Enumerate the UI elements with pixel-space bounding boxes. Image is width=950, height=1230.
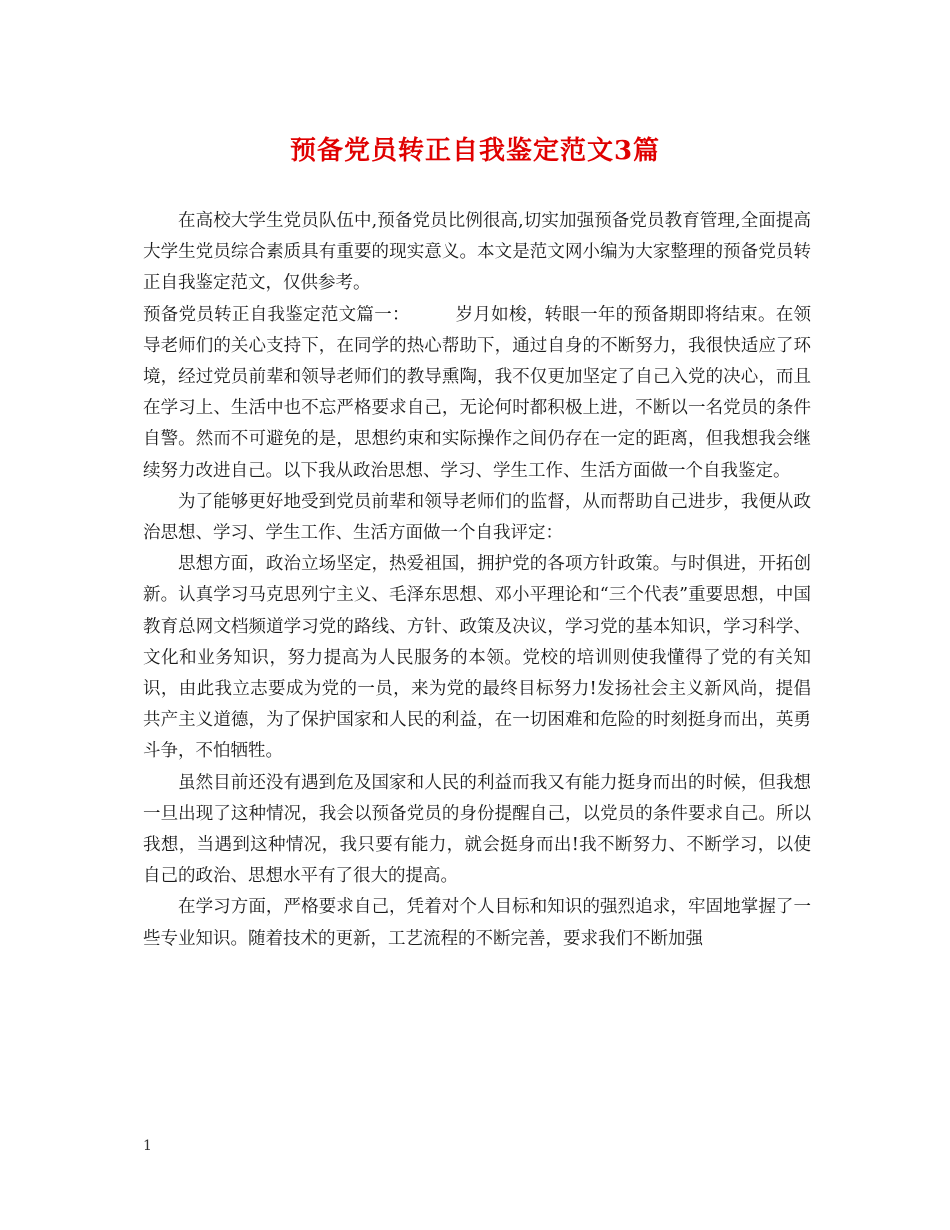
body-paragraph: 虽然目前还没有遇到危及国家和人民的利益而我又有能力挺身而出的时候，但我想一旦出现了这种情况，我会以预备党员的身份提醒自己，以党员的条件要求自己。所以我想，当遇到这种情况，我只要有能力，就会挺身而出!我不断努力、不断学习，以使自己的政治、思想水平有了很大的提高。 [143, 772, 811, 887]
section1-paragraph [143, 300, 811, 487]
document-body [143, 206, 811, 955]
page-number: 1 [143, 1138, 152, 1154]
body-paragraph: 在学习方面，严格要求自己，凭着对个人目标和知识的强烈追求，牢固地掌握了一些专业知识。随着技术的更新，工艺流程的不断完善，要求我们不断加强 [143, 897, 811, 949]
document-title: 预备党员转正自我鉴定范文3篇 [289, 136, 661, 166]
section1-heading: 预备党员转正自我鉴定范文篇一： [143, 304, 410, 325]
intro-paragraph: 在高校大学生党员队伍中,预备党员比例很高,切实加强预备党员教育管理,全面提高大学生党员综合素质具有重要的现实意义。本文是范文网小编为大家整理的预备党员转正自我鉴定范文，仅供参考。 [143, 211, 811, 294]
section1-text: 岁月如梭，转眼一年的预备期即将结束。在领导老师们的关心支持下，在同学的热心帮助下，通过自身的不断努力，我很快适应了环境，经过党员前辈和领导老师们的教导熏陶，我不仅更加坚定了自己入党的决心，而且在学习上、生活中也不忘严格要求自己，无论何时都积极上进，不断以一名党员的条件自警。然而不可避免的是，思想约束和实际操作之间仍存在一定的距离，但我想我会继续努力改进自己。以下我从政治思想、学习、学生工作、生活方面做一个自我鉴定。 [143, 304, 812, 481]
body-paragraph: 为了能够更好地受到党员前辈和领导老师们的监督，从而帮助自己进步，我便从政治思想、学习、学生工作、生活方面做一个自我评定： [143, 491, 811, 544]
body-paragraph: 思想方面，政治立场坚定，热爱祖国，拥护党的各项方针政策。与时俱进，开拓创新。认真学习马克思列宁主义、毛泽东思想、邓小平理论和“三个代表”重要思想，中国教育总网文档频道学习党的路线、方针、政策及决议，学习党的基本知识，学习科学、文化和业务知识，努力提高为人民服务的本领。党校的培训则使我懂得了党的有关知识，由此我立志要成为党的一员，来为党的最终目标努力!发扬社会主义新风尚，提倡共产主义道德，为了保护国家和人民的利益，在一切困难和危险的时刻挺身而出，英勇斗争，不怕牺牲。 [143, 554, 811, 762]
